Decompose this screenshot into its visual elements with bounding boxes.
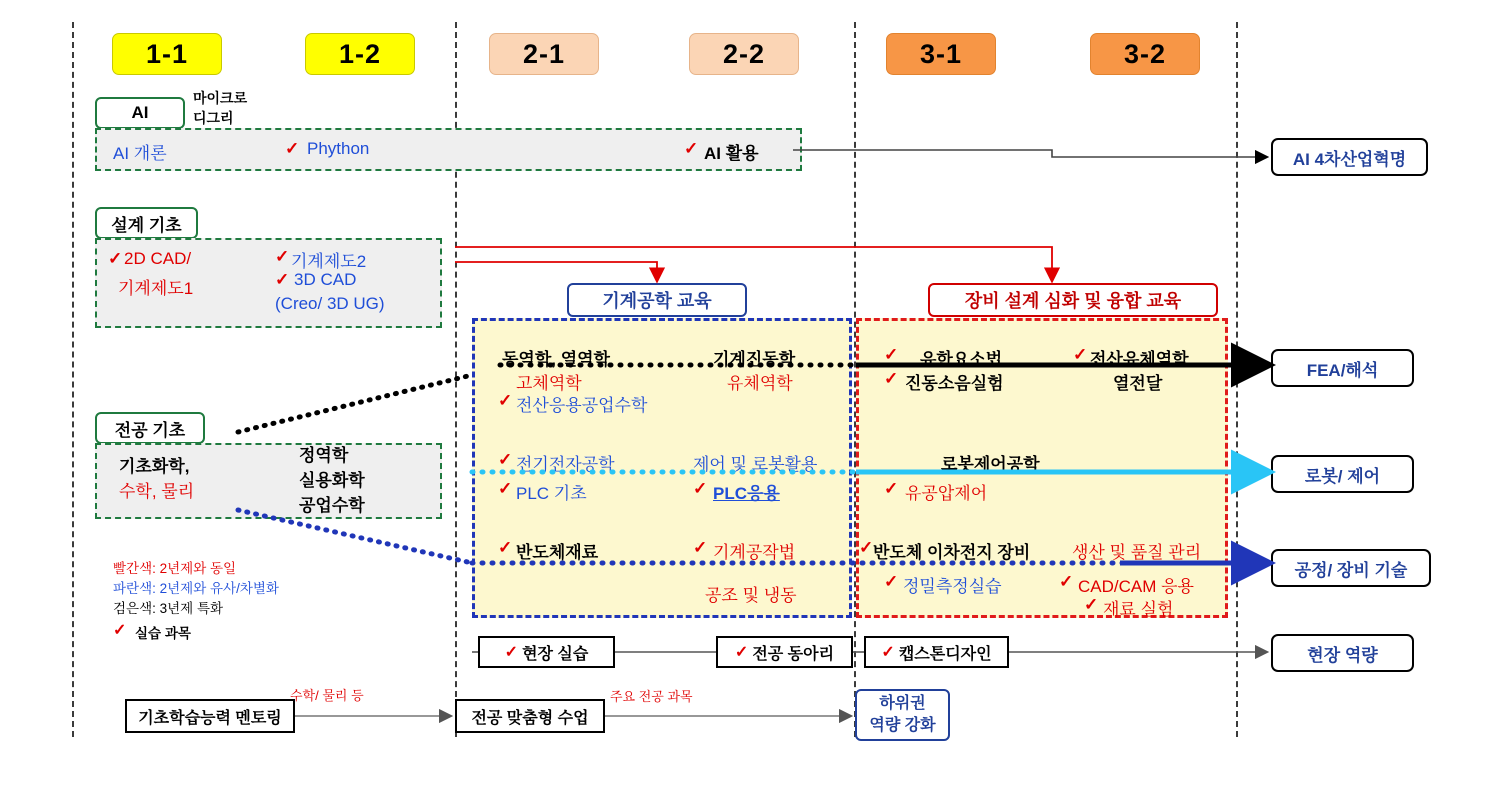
- course-production-quality[interactable]: 생산 및 품질 관리: [1072, 543, 1202, 562]
- outcome-fea[interactable]: FEA/해석: [1271, 349, 1414, 387]
- course-2d-cad[interactable]: 2D CAD/: [124, 249, 192, 268]
- micro-degree-label-line1: 마이크로: [193, 90, 248, 106]
- check-drawing-2: ✓: [275, 247, 290, 266]
- course-semicon-battery-equip[interactable]: 반도체 이차전지 장비: [873, 543, 1031, 562]
- course-heat-transfer[interactable]: 열전달: [1113, 374, 1163, 393]
- semester-chip-2-2[interactable]: 2-2: [689, 33, 799, 75]
- semester-chip-3-2[interactable]: 3-2: [1090, 33, 1200, 75]
- semester-chip-1-1[interactable]: 1-1: [112, 33, 222, 75]
- box-capstone[interactable]: [864, 636, 1009, 668]
- check-major-club: ✓: [734, 644, 749, 661]
- course-solid-mech[interactable]: 고체역학: [516, 374, 582, 393]
- semester-chip-3-1[interactable]: 3-1: [886, 33, 996, 75]
- course-ai-intro[interactable]: AI 개론: [113, 144, 167, 163]
- column-divider-left: [72, 22, 74, 737]
- course-electric-electronics[interactable]: 전기전자공학: [516, 455, 615, 474]
- course-semicon-material[interactable]: 반도체재료: [516, 543, 599, 562]
- course-phython[interactable]: Phython: [307, 139, 370, 158]
- check-fem: ✓: [884, 345, 899, 364]
- course-dynamics-thermo[interactable]: 동역학, 열역학: [502, 350, 610, 369]
- course-plc-basic[interactable]: PLC 기초: [516, 484, 587, 503]
- course-drawing-1[interactable]: 기계제도1: [118, 279, 194, 298]
- label-low-tier-line2: 역량 강화: [869, 717, 936, 734]
- check-capstone: ✓: [881, 644, 895, 661]
- semester-chip-1-2[interactable]: 1-2: [305, 33, 415, 75]
- course-cfd[interactable]: 전산유체역학: [1090, 350, 1189, 369]
- course-3d-cad[interactable]: 3D CAD: [294, 270, 357, 289]
- label-arrow-math-physics: 수학/ 물리 등: [290, 688, 364, 703]
- box-major-club[interactable]: [716, 636, 853, 668]
- semester-chip-2-1[interactable]: 2-1: [489, 33, 599, 75]
- legend-red: 빨간색: 2년제와 동일: [113, 561, 237, 576]
- header-equip-edu[interactable]: 장비 설계 심화 및 융합 교육: [928, 283, 1218, 317]
- course-applied-chem[interactable]: 실용화학: [299, 471, 365, 490]
- course-machining[interactable]: 기계공작법: [713, 543, 796, 562]
- check-comp-eng-math: ✓: [498, 391, 513, 410]
- box-low-tier-result[interactable]: [855, 689, 950, 741]
- course-statics[interactable]: 정역학: [299, 446, 349, 465]
- label-capstone: 캡스톤디자인: [898, 645, 992, 663]
- course-plc-advanced[interactable]: PLC응용: [713, 484, 780, 503]
- course-math-physics[interactable]: 수학, 물리: [119, 482, 195, 501]
- course-3d-cad-tools[interactable]: (Creo/ 3D UG): [275, 294, 385, 313]
- course-hydraulic[interactable]: 유공압제어: [905, 484, 988, 503]
- check-machining: ✓: [693, 538, 708, 557]
- check-semicon-material: ✓: [498, 538, 513, 557]
- check-3d-cad: ✓: [275, 270, 290, 289]
- check-plc-advanced: ✓: [693, 479, 708, 498]
- outcome-process[interactable]: 공정/ 장비 기술: [1271, 549, 1431, 587]
- course-drawing-2[interactable]: 기계제도2: [291, 252, 367, 271]
- check-ai-use: ✓: [684, 139, 699, 158]
- box-custom-class[interactable]: 전공 맞춤형 수업: [455, 699, 605, 733]
- course-comp-eng-math[interactable]: 전산응용공업수학: [516, 396, 648, 415]
- course-material-exp[interactable]: 재료 실험: [1103, 600, 1174, 619]
- box-mentoring[interactable]: 기초학습능력 멘토링: [125, 699, 295, 733]
- check-phython: ✓: [285, 139, 300, 158]
- check-precision-measure: ✓: [884, 572, 899, 591]
- outcome-ai[interactable]: AI 4차산업혁명: [1271, 138, 1428, 176]
- course-mech-vibration[interactable]: 기계진동학: [713, 350, 796, 369]
- check-vib-noise-exp: ✓: [884, 369, 899, 388]
- check-cadcam: ✓: [1059, 572, 1074, 591]
- group-label-ai[interactable]: AI: [95, 97, 185, 129]
- outcome-robot[interactable]: 로봇/ 제어: [1271, 455, 1414, 493]
- box-field-practice[interactable]: [478, 636, 615, 668]
- course-ai-use[interactable]: AI 활용: [704, 144, 759, 163]
- check-semicon-battery-equip: ✓: [859, 538, 874, 557]
- legend-black: 검은색: 3년제 특화: [113, 601, 224, 616]
- group-label-major-basic[interactable]: 전공 기초: [95, 412, 205, 444]
- outcome-field[interactable]: 현장 역량: [1271, 634, 1414, 672]
- course-cadcam[interactable]: CAD/CAM 응용: [1078, 577, 1194, 596]
- check-hydraulic: ✓: [884, 479, 899, 498]
- check-plc-basic: ✓: [498, 479, 513, 498]
- check-material-exp: ✓: [1084, 595, 1099, 614]
- course-basic-chem[interactable]: 기초화학,: [119, 457, 190, 476]
- course-control-robot[interactable]: 제어 및 로봇활용: [693, 455, 818, 474]
- label-major-club: 전공 동아리: [752, 645, 835, 663]
- legend-blue: 파란색: 2년제와 유사/차별화: [113, 581, 279, 596]
- course-fluid-mech[interactable]: 유체역학: [727, 374, 793, 393]
- label-low-tier-line1: 하위권: [879, 695, 926, 712]
- check-2d-cad: ✓: [108, 249, 123, 268]
- course-precision-measure[interactable]: 정밀측정실습: [903, 577, 1002, 596]
- legend-practice: 실습 과목: [135, 626, 191, 641]
- column-divider-3: [1236, 22, 1238, 737]
- label-arrow-major-courses: 주요 전공 과목: [610, 689, 693, 704]
- check-cfd: ✓: [1073, 345, 1088, 364]
- label-field-practice: 현장 실습: [522, 645, 589, 663]
- course-eng-math[interactable]: 공업수학: [299, 496, 365, 515]
- course-hvac[interactable]: 공조 및 냉동: [705, 586, 797, 605]
- check-field-practice: ✓: [504, 644, 519, 661]
- course-fem[interactable]: 유한요소법: [920, 350, 1003, 369]
- legend-check-icon: ✓: [113, 622, 127, 639]
- group-label-design-basic[interactable]: 설계 기초: [95, 207, 198, 239]
- micro-degree-label-line2: 디그리: [193, 110, 234, 126]
- course-robot-control-eng[interactable]: 로봇제어공학: [941, 455, 1040, 474]
- header-mech-edu[interactable]: 기계공학 교육: [567, 283, 747, 317]
- course-vib-noise-exp[interactable]: 진동소음실험: [905, 374, 1004, 393]
- check-electric-electronics: ✓: [498, 450, 513, 469]
